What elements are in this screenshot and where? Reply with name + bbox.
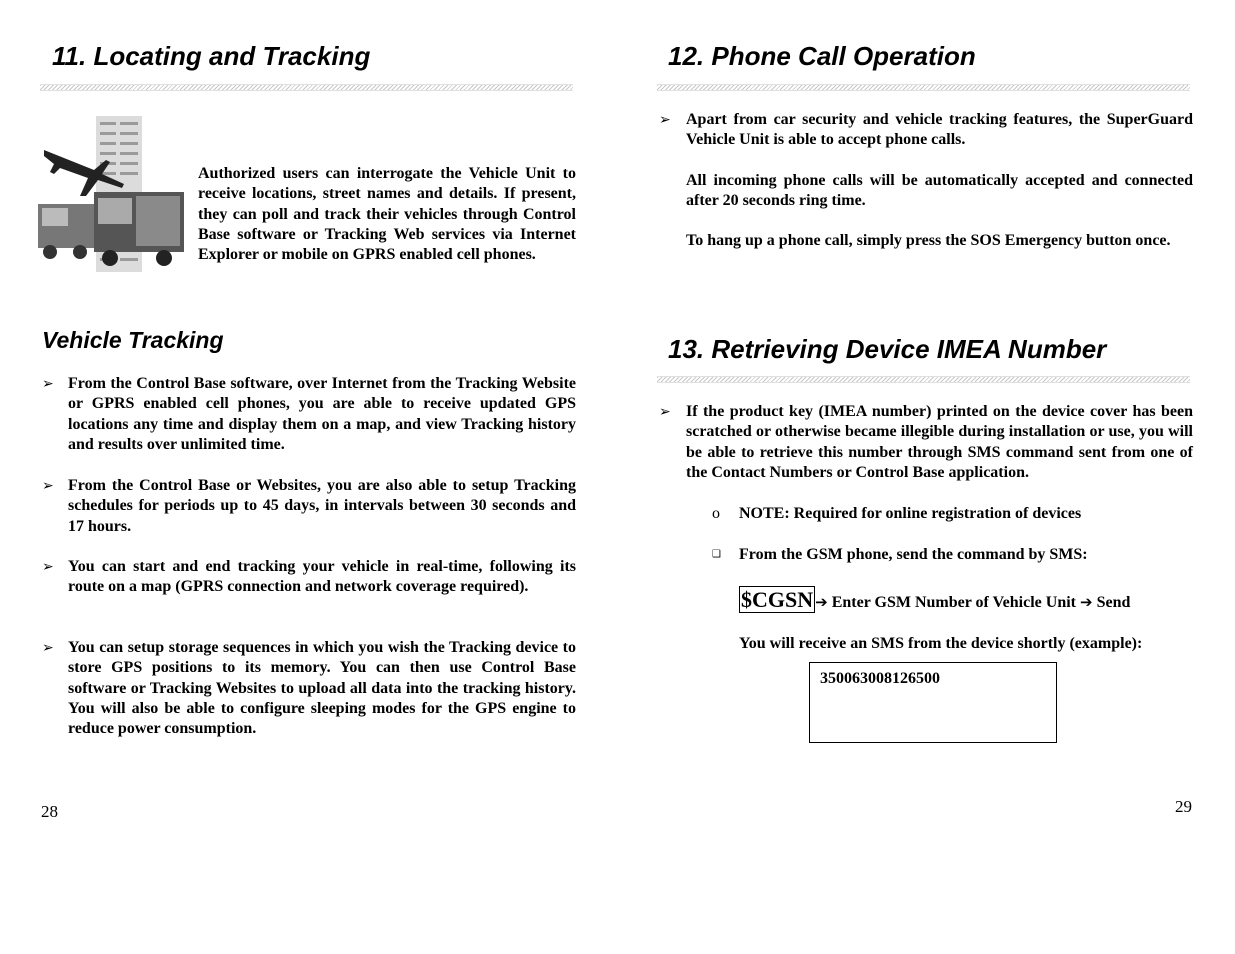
note-text: NOTE: Required for online registration of devices	[739, 505, 1082, 522]
sms-command-line	[739, 586, 1193, 617]
sms-command: $CGSN	[741, 587, 814, 612]
page-number-left: 28	[41, 802, 58, 821]
note-item	[712, 504, 1192, 525]
tracking-bullet-text: From the Control Base software, over Internet from the Tracking Website or GPRS enabled cell phones, you are able to receive updated GPS locations any time and display them on a map, and view Tracking history and results over unlimited time.	[68, 375, 576, 453]
arrow-bullet-icon: ➢	[659, 112, 671, 128]
vehicle-tracking-heading: Vehicle Tracking	[42, 327, 224, 353]
imea-bullet-text: If the product key (IMEA number) printed on the device cover has been scratched or otherwise became illegible during installation or use, you will be able to retrieve this number through SMS command sent from one of the Contact Numbers or Control Base application.	[686, 403, 1193, 481]
command-text: Enter GSM Number of Vehicle Unit	[827, 594, 1080, 611]
right-arrow-icon: ➔	[1080, 593, 1093, 611]
list-item	[42, 476, 576, 538]
sms-instruction-text: From the GSM phone, send the command by SMS:	[739, 546, 1088, 563]
heading-divider	[657, 376, 1190, 383]
list-item	[659, 110, 1193, 274]
heading-divider	[40, 84, 573, 91]
list-item	[42, 638, 576, 740]
list-item	[42, 374, 576, 456]
page-number-right: 29	[1175, 797, 1192, 816]
arrow-bullet-icon: ➢	[659, 404, 671, 420]
sms-example-box	[809, 662, 1057, 743]
sms-instruction-item	[712, 545, 1192, 566]
heading-divider	[657, 84, 1190, 91]
intro-paragraph: Authorized users can interrogate the Vehicle Unit to receive locations, street names and details. If present, they can poll and track their vehicles through Control Base software or Tracking Web services via Internet Explorer or mobile on GPRS enabled cell phones.	[198, 165, 576, 264]
section-11-heading: 11. Locating and Tracking	[52, 41, 371, 71]
phone-paragraph: Apart from car security and vehicle tracking features, the SuperGuard Vehicle Unit is able to accept phone calls.	[686, 111, 1193, 149]
send-text: Send	[1092, 594, 1131, 611]
phone-paragraph: To hang up a phone call, simply press the SOS Emergency button once.	[686, 232, 1171, 250]
tracking-bullet-text: You can start and end tracking your vehicle in real-time, following its route on a map (GPRS connection and network coverage required).	[68, 558, 576, 596]
square-bullet-icon: ❑	[712, 549, 721, 560]
phone-paragraph: All incoming phone calls will be automatically accepted and connected after 20 seconds ring time.	[686, 171, 1193, 209]
tracking-bullet-text: From the Control Base or Websites, you are also able to setup Tracking schedules for periods up to 45 days, in intervals between 30 seconds and 17 hours.	[68, 477, 576, 535]
arrow-bullet-icon: ➢	[42, 376, 54, 392]
section-13-heading: 13. Retrieving Device IMEA Number	[668, 334, 1107, 364]
arrow-bullet-icon: ➢	[42, 478, 54, 494]
section-12-heading: 12. Phone Call Operation	[668, 41, 976, 71]
arrow-bullet-icon: ➢	[42, 640, 54, 656]
sms-example-value: 350063008126500	[820, 670, 940, 687]
list-item	[42, 557, 576, 619]
circle-bullet-icon: o	[712, 505, 720, 522]
right-arrow-icon: ➔	[815, 593, 828, 611]
arrow-bullet-icon: ➢	[42, 559, 54, 575]
tracking-bullet-text: You can setup storage sequences in which you wish the Tracking device to store GPS positions to its memory. You can then use Control Base software or Tracking Websites to upload all data into the tracking history. You will also be able to configure sleeping modes for the GPS engine to reduce power consumption.	[68, 639, 576, 738]
list-item	[659, 402, 1193, 504]
plane-and-trucks-image	[36, 112, 186, 274]
receive-text: You will receive an SMS from the device shortly (example):	[739, 635, 1143, 652]
